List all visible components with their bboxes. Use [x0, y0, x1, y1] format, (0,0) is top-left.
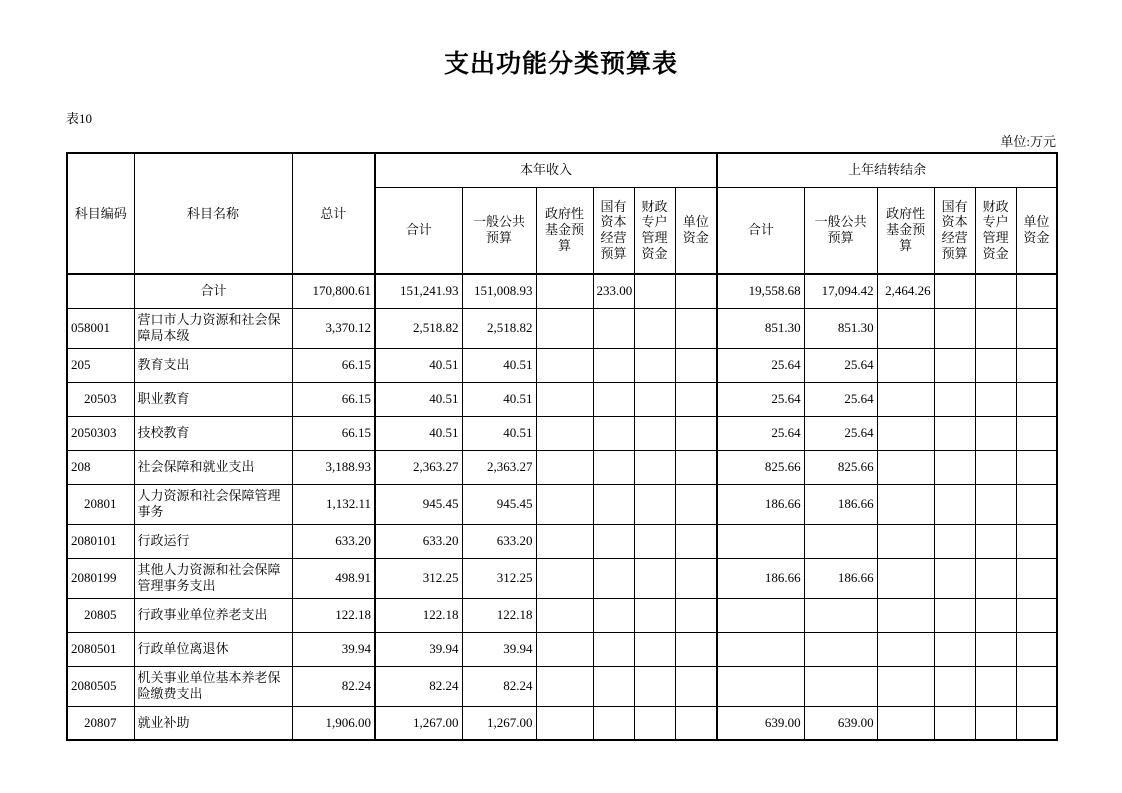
value-cell	[536, 348, 593, 382]
value-cell	[1016, 524, 1057, 558]
code-cell: 2080501	[67, 632, 134, 666]
value-cell: 25.64	[717, 348, 804, 382]
value-cell: 2,363.27	[375, 450, 462, 484]
value-cell	[1016, 274, 1057, 308]
value-cell: 2,518.82	[375, 308, 462, 348]
value-cell: 40.51	[375, 382, 462, 416]
value-cell	[877, 666, 934, 706]
name-cell: 人力资源和社会保障管理事务	[134, 484, 292, 524]
value-cell: 639.00	[804, 706, 877, 740]
value-cell	[634, 484, 675, 524]
value-cell: 2,363.27	[462, 450, 536, 484]
value-cell	[536, 416, 593, 450]
value-cell	[675, 484, 717, 524]
value-cell	[1016, 308, 1057, 348]
value-cell: 151,241.93	[375, 274, 462, 308]
value-cell	[975, 382, 1016, 416]
sub-header-current-year-2: 政府性基金预算	[536, 187, 593, 274]
name-cell: 社会保障和就业支出	[134, 450, 292, 484]
value-cell	[675, 706, 717, 740]
table-row	[67, 706, 1057, 740]
value-cell: 25.64	[717, 382, 804, 416]
value-cell: 39.94	[292, 632, 375, 666]
value-cell	[975, 274, 1016, 308]
value-cell	[536, 308, 593, 348]
code-cell: 20801	[67, 484, 134, 524]
value-cell	[975, 348, 1016, 382]
table-row	[67, 666, 1057, 706]
value-cell: 851.30	[804, 308, 877, 348]
value-cell: 66.15	[292, 382, 375, 416]
value-cell	[593, 558, 634, 598]
value-cell: 1,267.00	[462, 706, 536, 740]
value-cell	[536, 484, 593, 524]
sub-header-current-year-1: 一般公共预算	[462, 187, 536, 274]
value-cell	[1016, 598, 1057, 632]
value-cell	[975, 666, 1016, 706]
value-cell	[634, 382, 675, 416]
group-header-prior-year-carryover: 上年结转结余	[717, 153, 1057, 187]
value-cell: 17,094.42	[804, 274, 877, 308]
col-header-subject-code: 科目编码	[67, 153, 134, 274]
col-header-subject-name: 科目名称	[134, 153, 292, 274]
value-cell: 25.64	[804, 382, 877, 416]
sub-header-current-year-5: 单位资金	[675, 187, 717, 274]
value-cell	[934, 666, 975, 706]
value-cell: 19,558.68	[717, 274, 804, 308]
value-cell	[536, 274, 593, 308]
header-group-row	[67, 153, 1057, 187]
value-cell: 122.18	[462, 598, 536, 632]
value-cell	[934, 598, 975, 632]
value-cell: 825.66	[804, 450, 877, 484]
value-cell	[675, 666, 717, 706]
value-cell	[804, 524, 877, 558]
value-cell: 25.64	[804, 416, 877, 450]
name-cell: 机关事业单位基本养老保险缴费支出	[134, 666, 292, 706]
sub-header-prior-year-1: 一般公共预算	[804, 187, 877, 274]
value-cell: 498.91	[292, 558, 375, 598]
value-cell: 633.20	[462, 524, 536, 558]
value-cell	[634, 308, 675, 348]
col-header-grand-total: 总计	[292, 153, 375, 274]
value-cell	[975, 598, 1016, 632]
sub-header-prior-year-4: 财政专户管理资金	[975, 187, 1016, 274]
sub-header-current-year-3: 国有资本经营预算	[593, 187, 634, 274]
table-row	[67, 382, 1057, 416]
value-cell	[634, 558, 675, 598]
value-cell	[675, 598, 717, 632]
value-cell	[1016, 632, 1057, 666]
value-cell	[634, 450, 675, 484]
code-cell: 205	[67, 348, 134, 382]
value-cell	[536, 382, 593, 416]
sub-header-prior-year-2: 政府性基金预算	[877, 187, 934, 274]
table-row	[67, 484, 1057, 524]
value-cell: 170,800.61	[292, 274, 375, 308]
value-cell	[634, 348, 675, 382]
value-cell	[975, 484, 1016, 524]
value-cell: 1,267.00	[375, 706, 462, 740]
value-cell: 82.24	[462, 666, 536, 706]
value-cell	[717, 632, 804, 666]
value-cell: 122.18	[375, 598, 462, 632]
value-cell: 25.64	[717, 416, 804, 450]
value-cell: 186.66	[717, 484, 804, 524]
name-cell: 行政事业单位养老支出	[134, 598, 292, 632]
name-cell: 行政运行	[134, 524, 292, 558]
value-cell	[593, 632, 634, 666]
value-cell	[634, 416, 675, 450]
value-cell	[804, 598, 877, 632]
table-number-label: 表10	[66, 111, 93, 126]
value-cell	[877, 484, 934, 524]
sub-header-prior-year-5: 单位资金	[1016, 187, 1057, 274]
budget-table	[66, 152, 1058, 741]
value-cell	[934, 416, 975, 450]
value-cell	[804, 632, 877, 666]
value-cell	[593, 450, 634, 484]
value-cell: 66.15	[292, 348, 375, 382]
value-cell: 66.15	[292, 416, 375, 450]
value-cell: 82.24	[292, 666, 375, 706]
value-cell	[593, 666, 634, 706]
table-body	[67, 274, 1057, 740]
value-cell	[675, 450, 717, 484]
sub-header-prior-year-0: 合计	[717, 187, 804, 274]
code-cell: 2050303	[67, 416, 134, 450]
value-cell: 633.20	[375, 524, 462, 558]
value-cell: 186.66	[804, 484, 877, 524]
value-cell	[934, 484, 975, 524]
value-cell	[536, 450, 593, 484]
table-row	[67, 598, 1057, 632]
value-cell: 82.24	[375, 666, 462, 706]
value-cell: 39.94	[375, 632, 462, 666]
value-cell: 825.66	[717, 450, 804, 484]
value-cell	[593, 484, 634, 524]
value-cell	[934, 632, 975, 666]
value-cell	[675, 558, 717, 598]
value-cell: 151,008.93	[462, 274, 536, 308]
value-cell	[536, 666, 593, 706]
value-cell	[536, 558, 593, 598]
table-row	[67, 450, 1057, 484]
value-cell: 186.66	[717, 558, 804, 598]
value-cell	[975, 558, 1016, 598]
value-cell	[975, 308, 1016, 348]
table-row	[67, 416, 1057, 450]
value-cell	[934, 308, 975, 348]
value-cell	[675, 416, 717, 450]
value-cell	[634, 632, 675, 666]
code-cell	[67, 274, 134, 308]
value-cell	[934, 706, 975, 740]
value-cell	[593, 598, 634, 632]
value-cell	[877, 308, 934, 348]
name-cell: 营口市人力资源和社会保障局本级	[134, 308, 292, 348]
code-cell: 2080199	[67, 558, 134, 598]
value-cell	[675, 524, 717, 558]
value-cell	[593, 382, 634, 416]
value-cell	[634, 598, 675, 632]
value-cell	[877, 706, 934, 740]
value-cell	[1016, 558, 1057, 598]
value-cell	[1016, 416, 1057, 450]
value-cell	[536, 632, 593, 666]
value-cell	[975, 416, 1016, 450]
table-row	[67, 348, 1057, 382]
sub-header-prior-year-3: 国有资本经营预算	[934, 187, 975, 274]
table-row	[67, 308, 1057, 348]
value-cell: 233.00	[593, 274, 634, 308]
value-cell	[593, 706, 634, 740]
table-header	[67, 153, 1057, 274]
value-cell	[877, 382, 934, 416]
value-cell	[536, 524, 593, 558]
value-cell	[717, 598, 804, 632]
value-cell: 633.20	[292, 524, 375, 558]
code-cell: 058001	[67, 308, 134, 348]
value-cell	[877, 348, 934, 382]
table-row	[67, 632, 1057, 666]
value-cell: 1,132.11	[292, 484, 375, 524]
value-cell	[536, 598, 593, 632]
code-cell: 20807	[67, 706, 134, 740]
page-title: 支出功能分类预算表	[443, 51, 678, 78]
value-cell	[634, 524, 675, 558]
value-cell	[934, 558, 975, 598]
name-cell: 合计	[134, 274, 292, 308]
value-cell: 1,906.00	[292, 706, 375, 740]
value-cell: 945.45	[375, 484, 462, 524]
value-cell	[934, 382, 975, 416]
value-cell: 3,370.12	[292, 308, 375, 348]
value-cell: 39.94	[462, 632, 536, 666]
group-header-current-year-income: 本年收入	[375, 153, 717, 187]
table-row	[67, 558, 1057, 598]
value-cell	[934, 348, 975, 382]
code-cell: 20503	[67, 382, 134, 416]
value-cell	[1016, 484, 1057, 524]
value-cell	[975, 706, 1016, 740]
value-cell	[593, 524, 634, 558]
value-cell: 40.51	[375, 348, 462, 382]
value-cell	[877, 558, 934, 598]
value-cell: 40.51	[462, 348, 536, 382]
value-cell	[804, 666, 877, 706]
value-cell: 40.51	[462, 382, 536, 416]
value-cell	[975, 632, 1016, 666]
value-cell	[975, 450, 1016, 484]
value-cell	[1016, 706, 1057, 740]
value-cell	[593, 348, 634, 382]
value-cell	[675, 348, 717, 382]
value-cell	[717, 524, 804, 558]
value-cell	[675, 274, 717, 308]
value-cell	[877, 598, 934, 632]
value-cell	[877, 632, 934, 666]
value-cell	[1016, 348, 1057, 382]
sub-header-current-year-4: 财政专户管理资金	[634, 187, 675, 274]
sub-header-current-year-0: 合计	[375, 187, 462, 274]
value-cell	[593, 416, 634, 450]
value-cell	[934, 524, 975, 558]
value-cell	[934, 450, 975, 484]
value-cell	[675, 308, 717, 348]
code-cell: 20805	[67, 598, 134, 632]
value-cell	[877, 450, 934, 484]
value-cell	[1016, 666, 1057, 706]
name-cell: 行政单位离退休	[134, 632, 292, 666]
value-cell	[975, 524, 1016, 558]
value-cell	[877, 416, 934, 450]
value-cell: 851.30	[717, 308, 804, 348]
value-cell: 639.00	[717, 706, 804, 740]
value-cell	[877, 524, 934, 558]
name-cell: 职业教育	[134, 382, 292, 416]
value-cell: 2,464.26	[877, 274, 934, 308]
value-cell	[634, 706, 675, 740]
value-cell: 25.64	[804, 348, 877, 382]
value-cell: 186.66	[804, 558, 877, 598]
name-cell: 就业补助	[134, 706, 292, 740]
value-cell: 40.51	[462, 416, 536, 450]
value-cell	[634, 666, 675, 706]
value-cell	[1016, 450, 1057, 484]
value-cell: 312.25	[462, 558, 536, 598]
value-cell	[634, 274, 675, 308]
value-cell: 312.25	[375, 558, 462, 598]
table-row	[67, 274, 1057, 308]
value-cell	[717, 666, 804, 706]
value-cell: 40.51	[375, 416, 462, 450]
value-cell	[536, 706, 593, 740]
unit-label: 单位:万元	[1000, 134, 1056, 149]
value-cell: 122.18	[292, 598, 375, 632]
table-row	[67, 524, 1057, 558]
value-cell: 2,518.82	[462, 308, 536, 348]
value-cell: 945.45	[462, 484, 536, 524]
value-cell	[675, 382, 717, 416]
code-cell: 2080505	[67, 666, 134, 706]
value-cell	[1016, 382, 1057, 416]
value-cell	[593, 308, 634, 348]
value-cell: 3,188.93	[292, 450, 375, 484]
name-cell: 技校教育	[134, 416, 292, 450]
value-cell	[675, 632, 717, 666]
code-cell: 2080101	[67, 524, 134, 558]
name-cell: 教育支出	[134, 348, 292, 382]
value-cell	[934, 274, 975, 308]
code-cell: 208	[67, 450, 134, 484]
name-cell: 其他人力资源和社会保障管理事务支出	[134, 558, 292, 598]
